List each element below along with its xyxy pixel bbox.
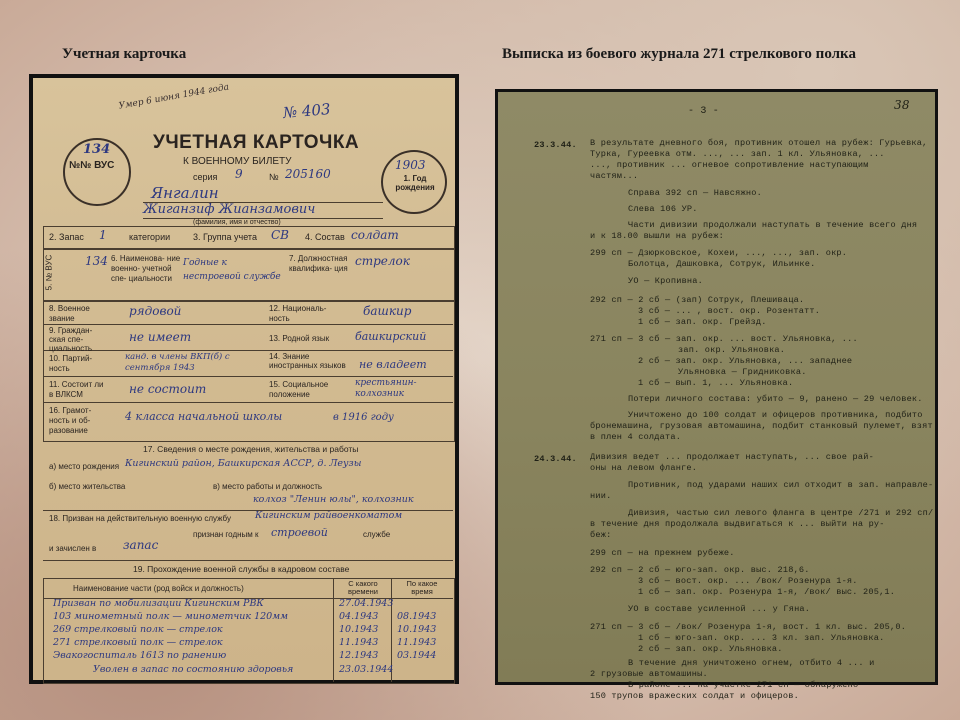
journal-line: Дивизия ведет ... продолжает наступать, ... свое рай- bbox=[590, 452, 874, 462]
journal-line: бронемашина, грузовая автомашина, подбит станковый пулемет, взят bbox=[590, 421, 933, 431]
service-row-to: 08.1943 bbox=[397, 611, 437, 622]
combat-journal-scan bbox=[495, 89, 938, 701]
journal-line: Части дивизии продолжали наступать в течение всего дня bbox=[628, 220, 918, 230]
journal-line: 3 сб — ... , вост. окр. Розентатт. bbox=[638, 306, 821, 316]
field-9-value: не имеет bbox=[129, 330, 192, 344]
journal-line: 2 сб — зап. окр. Ульяновка. bbox=[638, 644, 783, 654]
field-18-d: и зачислен в bbox=[49, 544, 97, 553]
entry-date: 23.3.44. bbox=[534, 140, 577, 150]
field-16: 16. Грамот- ность и об- разование bbox=[49, 406, 92, 435]
journal-line: частям... bbox=[590, 171, 639, 181]
field-10-value: канд. в члены ВКП(б) с сентября 1943 bbox=[125, 352, 230, 373]
vus-value: 134 bbox=[83, 142, 111, 157]
table-header-unit: Наименование части (род войск и должность) bbox=[73, 584, 244, 593]
service-row-to: 10.1943 bbox=[397, 624, 437, 635]
journal-line: 3 сб — вост. окр. ... /вок/ Розенура 1-я. bbox=[638, 576, 858, 586]
field-15: 15. Социальное положение bbox=[269, 380, 329, 399]
field-17c: в) место работы и должность bbox=[213, 482, 323, 491]
field-18-d-value: запас bbox=[123, 538, 159, 552]
service-row-to: 03.1944 bbox=[397, 650, 437, 661]
field-14-value: не владеет bbox=[359, 358, 427, 371]
service-row-from: 04.1943 bbox=[339, 611, 379, 622]
field-8-value: рядовой bbox=[129, 304, 182, 318]
service-row-to: 11.1943 bbox=[397, 637, 437, 648]
entry-date: 24.3.44. bbox=[534, 454, 577, 464]
journal-line: 1 сб — зап. окр. Грейзд. bbox=[638, 317, 767, 327]
vus-label: №№ ВУС bbox=[69, 160, 115, 171]
field-18-b-value: строевой bbox=[271, 526, 328, 539]
field-10: 10. Партий- ность bbox=[49, 354, 93, 373]
journal-line: 299 сп — Дзюрковское, Кохеи, ..., ..., зап. окр. bbox=[590, 248, 848, 258]
field-18-b: признан годным к bbox=[193, 530, 259, 539]
registration-card-scan bbox=[29, 74, 459, 684]
journal-line: Болотца, Дашковка, Сотрук, Ильинке. bbox=[628, 259, 816, 269]
service-row-from: 12.1943 bbox=[339, 650, 379, 661]
field-16-year: в 1916 году bbox=[333, 412, 394, 423]
field-14: 14. Знание иностранных языков bbox=[269, 352, 346, 370]
field-7-value: стрелок bbox=[355, 254, 410, 268]
field-6: 6. Наименова- ние военно- учетной спе- циальности bbox=[111, 254, 181, 283]
field-13-value: башкирский bbox=[355, 330, 427, 343]
journal-line: 271 сп — 3 сб — зап. окр. ... вост. Ульяновка, ... bbox=[590, 334, 858, 344]
given-names: Жиганзиф Жианзамович bbox=[143, 202, 316, 217]
field-15-value: крестьянин-колхозник bbox=[355, 378, 417, 399]
series-label: серия bbox=[193, 172, 218, 182]
journal-line: и к 18.00 вышли на рубеж: bbox=[590, 231, 724, 241]
service-row: Призван по мобилизации Кигинским РВК bbox=[53, 598, 264, 609]
page-number: - 3 - bbox=[688, 106, 720, 117]
journal-line: 292 сп — 2 сб — юго-зап. окр. выс. 218,6. bbox=[590, 565, 810, 575]
service-row-from: 27.04.1943 bbox=[339, 598, 394, 609]
journal-line: В районе ... на участке 271 сп — обнаружено bbox=[628, 680, 859, 690]
journal-line: Противник, под ударами наших сил отходит в зап. направле- bbox=[628, 480, 934, 490]
top-note: Умер 6 июня 1944 года bbox=[117, 82, 230, 112]
journal-line: Турка, Гуреевка отм. ..., ... зап. 1 кл. Ульяновка, ... bbox=[590, 149, 885, 159]
field-4-value: солдат bbox=[351, 228, 399, 242]
series-value: 9 bbox=[235, 167, 243, 181]
field-9: 9. Граждан- ская спе- циальность bbox=[49, 326, 93, 353]
field-5-value: 134 bbox=[85, 254, 108, 268]
table-header-from: С какого времени bbox=[348, 579, 378, 596]
service-row: 103 минометный полк — минометчик 120мм bbox=[53, 611, 288, 622]
field-18: 18. Призван на действительную военную службу bbox=[49, 514, 231, 523]
field-12: 12. Националь- ность bbox=[269, 304, 327, 323]
journal-line: В течение дня уничтожено огнем, отбито 4 ... и bbox=[628, 658, 875, 668]
card-heading: УЧЕТНАЯ КАРТОЧКА bbox=[153, 132, 360, 153]
fio-caption: (фамилия, имя и отчество) bbox=[193, 219, 281, 226]
service-row: Уволен в запас по состоянию здоровья bbox=[93, 664, 294, 675]
journal-line: Уничтожено до 100 солдат и офицеров противника, подбито bbox=[628, 410, 923, 420]
field-17: 17. Сведения о месте рождения, жительства и работы bbox=[143, 444, 359, 454]
journal-line: в течение дня продолжала выдвигаться к ... выйти на ру- bbox=[590, 519, 885, 529]
journal-line: Ульяновка — Гридниковка. bbox=[678, 367, 807, 377]
left-title: Учетная карточка bbox=[62, 46, 187, 62]
field-8: 8. Военное звание bbox=[49, 304, 90, 323]
field-4: 4. Состав bbox=[305, 232, 345, 242]
field-17a-value: Кигинский район, Башкирская АССР, д. Леузы bbox=[125, 458, 362, 469]
field-18-c: службе bbox=[363, 530, 391, 539]
journal-line: УО — Кропивна. bbox=[628, 276, 703, 286]
year-label: 1. Год рождения bbox=[395, 174, 435, 192]
card-subheading: К ВОЕННОМУ БИЛЕТУ bbox=[183, 156, 292, 167]
number-value: 205160 bbox=[285, 167, 331, 181]
journal-line: нии. bbox=[590, 491, 612, 501]
journal-line: ..., противник ... огневое сопротивление наступающим bbox=[590, 160, 869, 170]
field-18-value: Кигинским райвоенкоматом bbox=[255, 510, 403, 521]
journal-line: 2 грузовые автомашины. bbox=[590, 669, 708, 679]
journal-line: Дивизия, частью сил левого фланга в центре /271 и 292 сп/ bbox=[628, 508, 934, 518]
journal-line: 299 сп — на прежнем рубеже. bbox=[590, 548, 735, 558]
field-6-value: Годные к нестроевой службе bbox=[183, 258, 281, 282]
field-17b: б) место жительства bbox=[49, 482, 126, 491]
service-row-from: 11.1943 bbox=[339, 637, 379, 648]
field-19: 19. Прохождение военной службы в кадровом составе bbox=[133, 564, 350, 574]
journal-line: 1 сб — вып. 1, ... Ульяновка. bbox=[638, 378, 794, 388]
field-2: 2. Запас bbox=[49, 232, 84, 242]
vus-vertical: 5. № ВУС bbox=[44, 254, 54, 291]
table-header-to: По какое время bbox=[406, 579, 438, 596]
field-7: 7. Должностная квалифика- ция bbox=[289, 254, 348, 273]
journal-line: Слева 106 УР. bbox=[628, 204, 698, 214]
journal-line: 271 сп — 3 сб — /вок/ Розенура 1-я, вост. 1 кл. выс. 205,0. bbox=[590, 622, 907, 632]
surname: Янгалин bbox=[151, 184, 219, 202]
archive-page-number: 38 bbox=[894, 98, 910, 112]
field-11: 11. Состоит ли в ВЛКСМ bbox=[49, 380, 104, 399]
service-row: Эвакогоспиталь 1613 по ранению bbox=[53, 650, 227, 661]
registration-card bbox=[33, 78, 455, 680]
year-value: 1903 bbox=[395, 158, 426, 172]
service-row-from: 23.03.1944 bbox=[339, 664, 394, 675]
journal-line: УО в составе усиленной ... у Гяна. bbox=[628, 604, 811, 614]
number-label: № bbox=[269, 172, 279, 182]
journal-line: 2 сб — зап. окр. Ульяновка, ... западнее bbox=[638, 356, 853, 366]
journal-line: В результате дневного боя, противник отошел на рубеж: Гурьевка, bbox=[590, 138, 928, 148]
journal-line: Потери личного состава: убито — 9, ранено — 29 человек. bbox=[628, 394, 923, 404]
journal-line: оны на левом фланге. bbox=[590, 463, 698, 473]
journal-line: 1 сб — зап. окр. Розенура 1-я, /вок/ выс. 205,1. bbox=[638, 587, 896, 597]
journal-line: в плен 4 солдата. bbox=[590, 432, 682, 442]
field-3-value: СВ bbox=[271, 228, 289, 242]
field-12-value: башкир bbox=[363, 304, 412, 318]
field-3: 3. Группа учета bbox=[193, 232, 257, 242]
right-title: Выписка из боевого журнала 271 стрелкового полка bbox=[502, 46, 856, 62]
field-17c-value: колхоз "Ленин юлы", колхозник bbox=[253, 494, 414, 505]
service-row: 271 стрелковый полк — стрелок bbox=[53, 637, 223, 648]
combat-journal-page bbox=[498, 92, 935, 701]
service-row: 269 стрелковый полк — стрелок bbox=[53, 624, 223, 635]
field-17a: а) место рождения bbox=[49, 462, 120, 471]
journal-line: зап. окр. Ульяновка. bbox=[678, 345, 786, 355]
journal-line: 150 трупов вражеских солдат и офицеров. bbox=[590, 691, 799, 701]
field-2-value: 1 bbox=[99, 228, 107, 242]
journal-line: 292 сп — 2 сб — (зап) Сотрук, Плешиваца. bbox=[590, 295, 805, 305]
journal-line: беж: bbox=[590, 530, 612, 540]
field-13: 13. Родной язык bbox=[269, 334, 330, 343]
journal-line: 1 сб — юго-зап. окр. ... 3 кл. зап. Ульяновка. bbox=[638, 633, 885, 643]
field-16-value: 4 класса начальной школы bbox=[125, 410, 283, 423]
field-2-cat: категории bbox=[129, 232, 171, 242]
top-number-note: № 403 bbox=[282, 99, 332, 123]
field-11-value: не состоит bbox=[129, 382, 207, 396]
service-row-from: 10.1943 bbox=[339, 624, 379, 635]
journal-line: Справа 392 сп — Навсяжно. bbox=[628, 188, 762, 198]
